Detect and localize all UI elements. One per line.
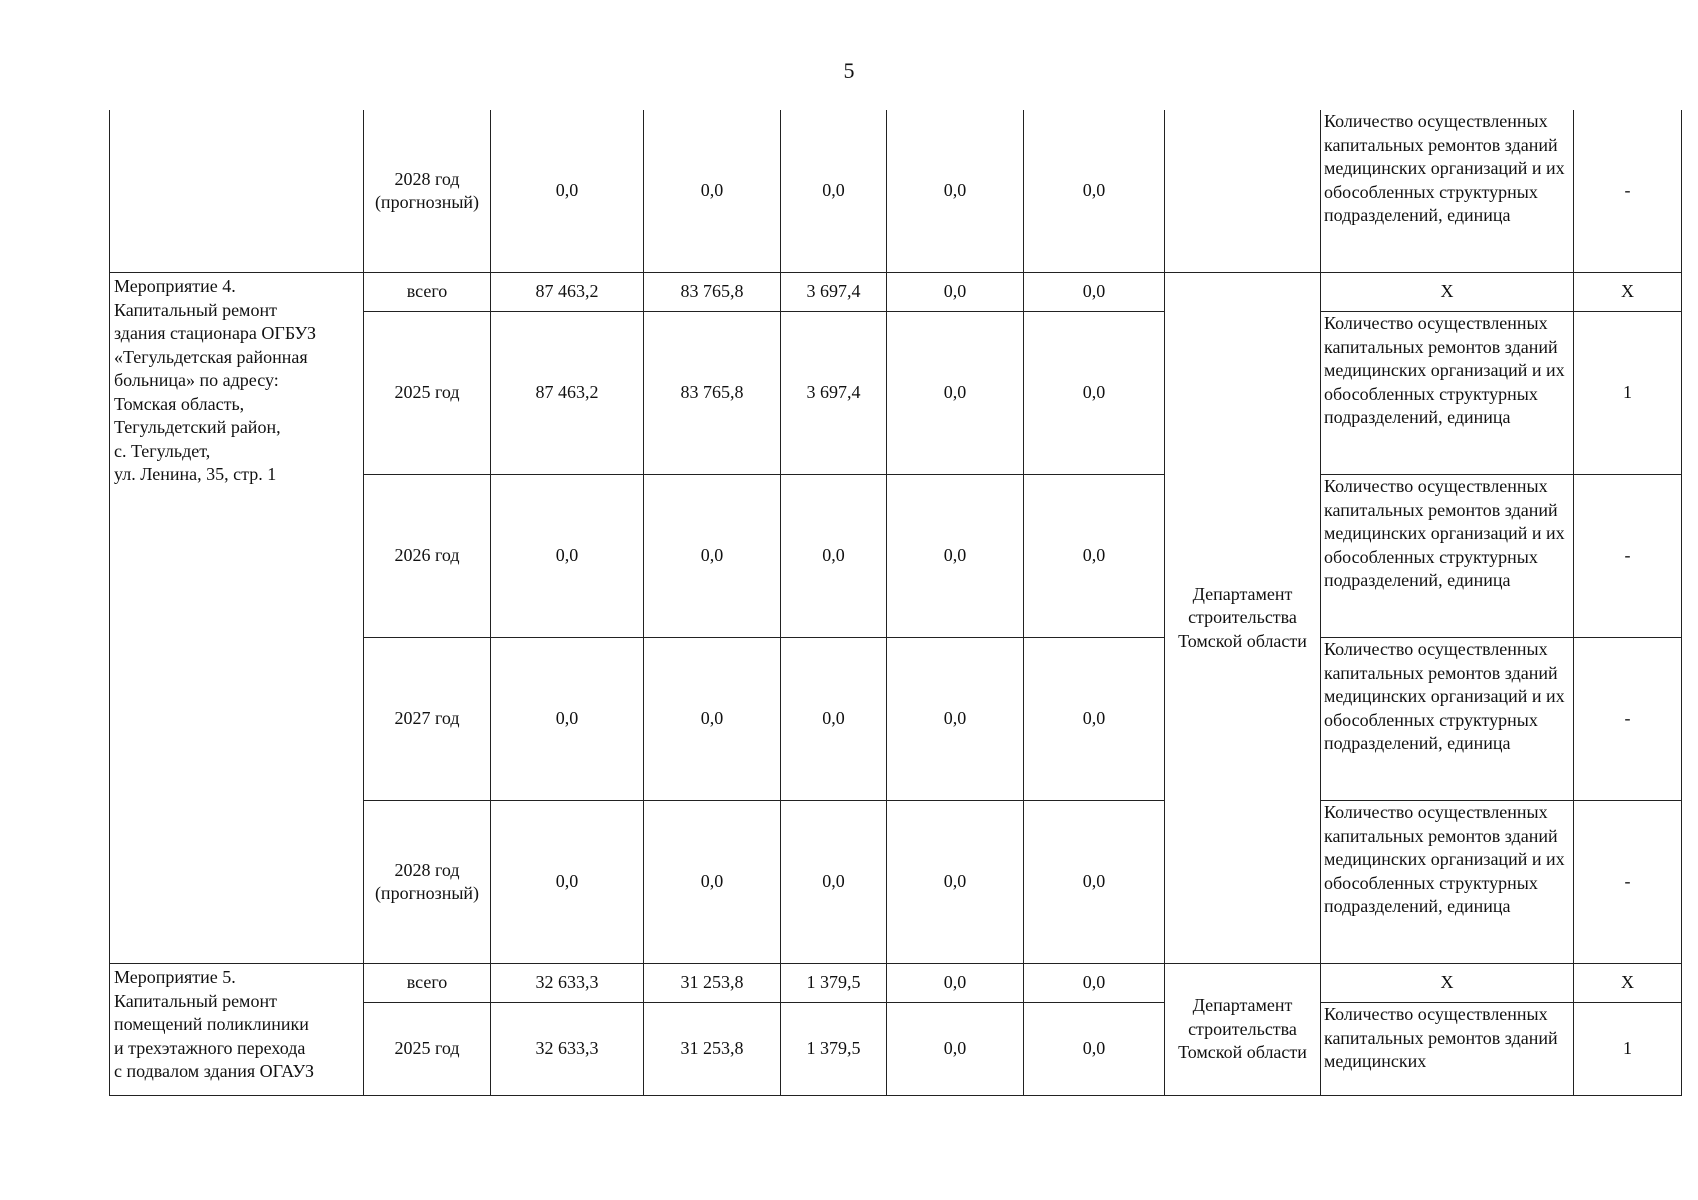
year-cell: 2027 год bbox=[364, 638, 491, 801]
page-number: 5 bbox=[843, 58, 855, 83]
value-cell: 0,0 bbox=[491, 110, 644, 273]
indicator-cell: Количество осуществленных капитальных ремонтов зданий медицинских организаций и их обособленных структурных подразделений, единица bbox=[1321, 638, 1574, 801]
year-cell: всего bbox=[364, 964, 491, 1003]
value-cell: 0,0 bbox=[887, 273, 1024, 312]
table-row bbox=[110, 110, 1682, 273]
department-cell: Департамент строительства Томской области bbox=[1165, 964, 1321, 1096]
year-cell: 2026 год bbox=[364, 475, 491, 638]
value-cell: 0,0 bbox=[1024, 475, 1165, 638]
indicator-value-cell: 1 bbox=[1574, 1003, 1682, 1096]
indicator-cell: Количество осуществленных капитальных ремонтов зданий медицинских организаций и их обособленных структурных подразделений, единица bbox=[1321, 312, 1574, 475]
value-cell: 0,0 bbox=[887, 475, 1024, 638]
value-cell: 0,0 bbox=[887, 801, 1024, 964]
value-cell: 0,0 bbox=[887, 1003, 1024, 1096]
activity-cell bbox=[110, 110, 364, 273]
department-cell bbox=[1165, 110, 1321, 273]
value-cell: 0,0 bbox=[1024, 273, 1165, 312]
indicator-cell: Х bbox=[1321, 273, 1574, 312]
indicator-value-cell: Х bbox=[1574, 964, 1682, 1003]
indicator-value-cell: - bbox=[1574, 638, 1682, 801]
indicator-value-cell: 1 bbox=[1574, 312, 1682, 475]
value-cell: 3 697,4 bbox=[781, 312, 887, 475]
indicator-cell: Количество осуществленных капитальных ремонтов зданий медицинских bbox=[1321, 1003, 1574, 1096]
value-cell: 0,0 bbox=[1024, 312, 1165, 475]
department-cell: Департамент строительства Томской области bbox=[1165, 273, 1321, 964]
year-cell: 2028 год (прогнозный) bbox=[364, 110, 491, 273]
value-cell: 83 765,8 bbox=[644, 273, 781, 312]
value-cell: 0,0 bbox=[644, 801, 781, 964]
value-cell: 0,0 bbox=[781, 475, 887, 638]
indicator-cell: Х bbox=[1321, 964, 1574, 1003]
value-cell: 0,0 bbox=[1024, 964, 1165, 1003]
indicator-value-cell: - bbox=[1574, 110, 1682, 273]
value-cell: 0,0 bbox=[644, 475, 781, 638]
value-cell: 31 253,8 bbox=[644, 1003, 781, 1096]
indicator-value-cell: - bbox=[1574, 475, 1682, 638]
value-cell: 1 379,5 bbox=[781, 1003, 887, 1096]
value-cell: 0,0 bbox=[1024, 110, 1165, 273]
measure-5-title: Мероприятие 5. Капитальный ремонт помещений поликлиники и трехэтажного перехода с подвалом здания ОГАУЗ bbox=[110, 964, 364, 1096]
indicator-value-cell: Х bbox=[1574, 273, 1682, 312]
year-cell: 2028 год (прогнозный) bbox=[364, 801, 491, 964]
indicator-cell: Количество осуществленных капитальных ремонтов зданий медицинских организаций и их обособленных структурных подразделений, единица bbox=[1321, 110, 1574, 273]
value-cell: 0,0 bbox=[781, 110, 887, 273]
value-cell: 0,0 bbox=[887, 110, 1024, 273]
value-cell: 0,0 bbox=[1024, 1003, 1165, 1096]
value-cell: 0,0 bbox=[491, 638, 644, 801]
value-cell: 0,0 bbox=[887, 638, 1024, 801]
value-cell: 83 765,8 bbox=[644, 312, 781, 475]
value-cell: 0,0 bbox=[644, 638, 781, 801]
indicator-cell: Количество осуществленных капитальных ремонтов зданий медицинских организаций и их обособленных структурных подразделений, единица bbox=[1321, 801, 1574, 964]
indicator-cell: Количество осуществленных капитальных ремонтов зданий медицинских организаций и их обособленных структурных подразделений, единица bbox=[1321, 475, 1574, 638]
year-cell: 2025 год bbox=[364, 1003, 491, 1096]
financing-table bbox=[109, 110, 1682, 1096]
value-cell: 31 253,8 bbox=[644, 964, 781, 1003]
value-cell: 0,0 bbox=[491, 475, 644, 638]
value-cell: 32 633,3 bbox=[491, 1003, 644, 1096]
value-cell: 3 697,4 bbox=[781, 273, 887, 312]
value-cell: 0,0 bbox=[1024, 801, 1165, 964]
table-row bbox=[110, 273, 1682, 312]
value-cell: 1 379,5 bbox=[781, 964, 887, 1003]
value-cell: 0,0 bbox=[781, 638, 887, 801]
value-cell: 0,0 bbox=[781, 801, 887, 964]
value-cell: 0,0 bbox=[644, 110, 781, 273]
table-row bbox=[110, 964, 1682, 1003]
indicator-value-cell: - bbox=[1574, 801, 1682, 964]
value-cell: 0,0 bbox=[491, 801, 644, 964]
value-cell: 87 463,2 bbox=[491, 273, 644, 312]
value-cell: 87 463,2 bbox=[491, 312, 644, 475]
measure-4-title: Мероприятие 4. Капитальный ремонт здания стационара ОГБУЗ «Тегульдетская районная больница» по адресу: Томская область, Тегульдетский район, с. Тегульдет, ул. Ленина, 35, стр. 1 bbox=[110, 273, 364, 964]
year-cell: всего bbox=[364, 273, 491, 312]
year-cell: 2025 год bbox=[364, 312, 491, 475]
value-cell: 32 633,3 bbox=[491, 964, 644, 1003]
value-cell: 0,0 bbox=[1024, 638, 1165, 801]
value-cell: 0,0 bbox=[887, 312, 1024, 475]
value-cell: 0,0 bbox=[887, 964, 1024, 1003]
